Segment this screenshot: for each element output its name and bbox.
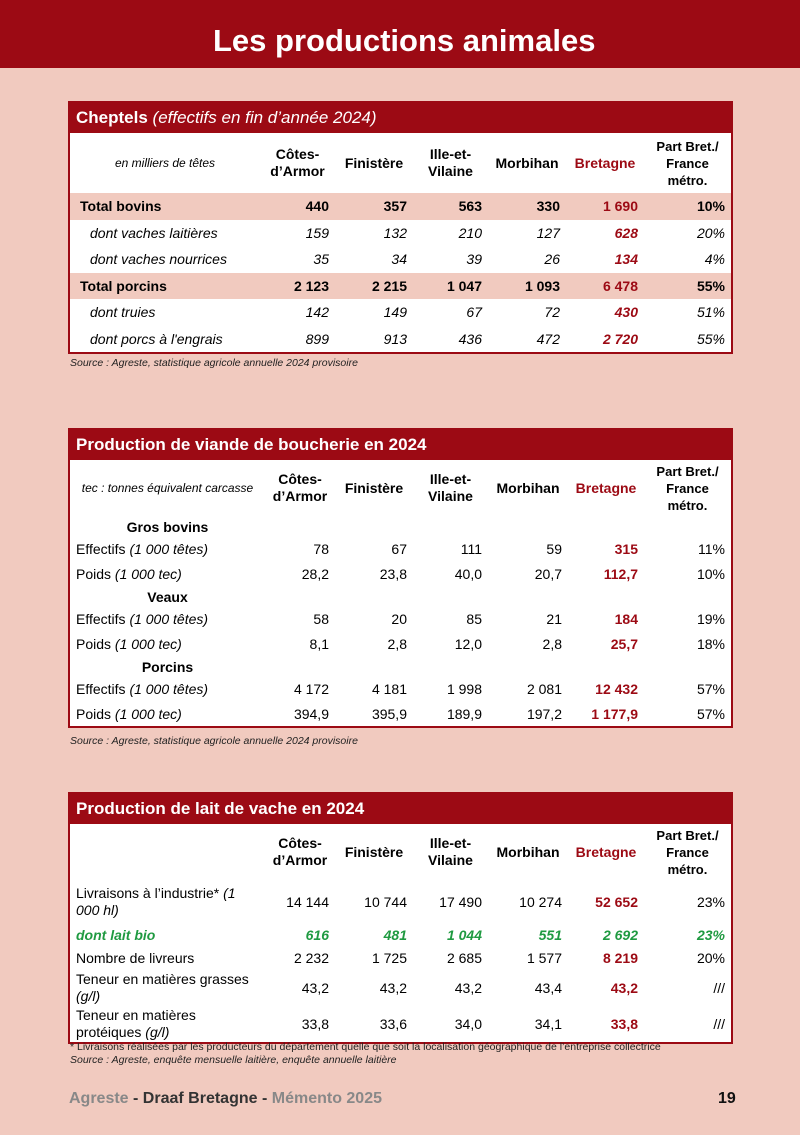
cell-value: 395,9	[371, 705, 407, 722]
row-label-text: Poids	[76, 565, 112, 582]
cell-value: 2 692	[602, 927, 638, 943]
col-bretagne: Bretagne	[575, 479, 637, 496]
viande-table	[70, 460, 731, 726]
cell-value: 12,0	[454, 635, 482, 652]
row-label-text: Livraisons à l’industrie*	[76, 885, 220, 901]
col-ille: Ille-et- Vilaine	[428, 471, 473, 504]
cell-value: 20	[391, 611, 407, 628]
cell-value: 20,7	[534, 565, 562, 582]
page-banner	[0, 0, 800, 68]
table-row	[70, 220, 731, 247]
row-label-text: Teneur en matières protéiques	[76, 1007, 196, 1040]
empty-cell	[335, 586, 413, 607]
col-morbihan: Morbihan	[495, 154, 559, 171]
row-label	[70, 924, 265, 946]
cell-value: 67	[391, 541, 407, 558]
row-label-unit: (g/l)	[145, 1024, 170, 1040]
table-row	[70, 326, 731, 353]
table-row	[70, 607, 731, 632]
cell-value: 18%	[696, 635, 725, 652]
col-cotes: Côtes- d’Armor	[272, 835, 328, 868]
cell-value: 2 232	[293, 950, 329, 966]
cell-value: 28,2	[301, 565, 329, 582]
col-part: Part Bret./ France métro.	[656, 463, 719, 513]
group-label: Porcins	[141, 658, 194, 675]
cell-value: 111	[460, 541, 482, 558]
footer-memento: Mémento 2025	[271, 1090, 382, 1107]
cell-value: 1 044	[446, 927, 482, 943]
cell-value: 472	[536, 330, 560, 347]
table-row	[70, 537, 731, 562]
group-label: Gros bovins	[126, 518, 209, 535]
cell-value: 67	[466, 304, 482, 321]
cell-value: 14 144	[286, 894, 329, 910]
cell-value: 1 047	[446, 277, 482, 294]
empty-cell	[644, 656, 731, 677]
table-row	[70, 970, 731, 1006]
cell-value: 59	[546, 541, 562, 558]
table-row	[70, 1006, 731, 1042]
cell-value: 2,8	[387, 635, 407, 652]
cell-value: 2 720	[602, 330, 638, 347]
cell-value: 149	[383, 304, 407, 321]
viande-source: Source : Agreste, statistique agricole annuelle 2024 provisoire	[70, 735, 358, 747]
group-row	[70, 516, 731, 537]
row-label	[70, 1006, 265, 1042]
cell-value: 210	[458, 224, 482, 241]
lait-note: * Livraisons réalisées par les producteurs du département quelle que soit la localisation géographique de l’entreprise collectrice	[70, 1041, 661, 1053]
lait-source: Source : Agreste, enquête mensuelle laitière, enquête annuelle laitière	[70, 1054, 397, 1066]
cell-value: 20%	[696, 950, 725, 966]
table-row	[70, 193, 731, 220]
cell-value: 1 998	[446, 681, 482, 698]
cell-value: 11%	[698, 541, 725, 558]
table-row	[70, 946, 731, 970]
row-label-text: Poids	[76, 635, 112, 652]
cell-value: 197,2	[526, 705, 562, 722]
cell-value: 132	[383, 224, 407, 241]
row-label-text: Teneur en matières grasses	[76, 971, 249, 987]
page-number: 19	[718, 1090, 736, 1107]
cell-value: 21	[546, 611, 562, 628]
empty-cell	[413, 656, 488, 677]
cell-value: 315	[614, 541, 638, 558]
cell-value: 12 432	[595, 681, 638, 698]
cell-value: 57%	[696, 681, 725, 698]
cell-value: 112,7	[603, 565, 638, 582]
cell-value: 23%	[696, 927, 725, 943]
cheptels-source: Source : Agreste, statistique agricole annuelle 2024 provisoire	[70, 357, 358, 369]
cell-value: 23%	[696, 894, 725, 910]
cell-value: 23,8	[379, 565, 407, 582]
lait-title: Production de lait de vache en 2024	[70, 794, 731, 824]
cell-value: 8 219	[602, 950, 638, 966]
table-row	[70, 924, 731, 946]
empty-cell	[413, 586, 488, 607]
cell-value: 2 123	[293, 277, 329, 294]
cell-value: 33,6	[379, 1016, 407, 1032]
table-header	[70, 824, 731, 880]
row-label-unit: (1 000 tec)	[114, 705, 182, 722]
table-row	[70, 273, 731, 300]
col-finistere: Finistère	[344, 479, 404, 496]
cheptels-title: Cheptels (effectifs en fin d’année 2024)	[70, 103, 731, 133]
cell-value: 26	[544, 251, 560, 268]
col-part: Part Bret./ France métro.	[656, 827, 719, 877]
cell-value: 10 274	[519, 894, 562, 910]
empty-cell	[488, 586, 568, 607]
row-label-unit: (1 000 tec)	[114, 565, 182, 582]
cell-value: 1 177,9	[591, 705, 638, 722]
cell-value: 2,8	[542, 635, 562, 652]
row-label-text: dont lait bio	[76, 926, 156, 943]
unit-label: tec : tonnes équivalent carcasse	[81, 480, 254, 495]
col-ille: Ille-et- Vilaine	[428, 835, 473, 868]
cell-value: 4 181	[371, 681, 407, 698]
page-title: Les productions animales	[213, 23, 596, 58]
empty-cell	[335, 516, 413, 537]
col-part: Part Bret./ France métro.	[656, 138, 719, 188]
row-label	[70, 702, 265, 727]
cell-value: ///	[713, 980, 725, 996]
cell-value: 2 215	[371, 277, 407, 294]
empty-cell	[644, 586, 731, 607]
row-label-text: Poids	[76, 705, 112, 722]
row-label	[70, 946, 265, 970]
row-label: Total porcins	[80, 277, 167, 294]
table-row	[70, 632, 731, 657]
cell-value: 1 093	[524, 277, 560, 294]
footer-agreste: Agreste	[69, 1090, 129, 1107]
cell-value: 394,9	[293, 705, 329, 722]
cell-value: 440	[305, 198, 329, 215]
cell-value: 39	[466, 251, 482, 268]
cell-value: 55%	[696, 330, 725, 347]
row-label	[70, 607, 265, 632]
lait-table	[70, 824, 731, 1042]
cell-value: 189,9	[446, 705, 482, 722]
cell-value: 436	[458, 330, 482, 347]
cell-value: 481	[383, 927, 407, 943]
viande-title: Production de viande de boucherie en 2024	[70, 430, 731, 460]
empty-cell	[265, 516, 335, 537]
cell-value: 40,0	[454, 565, 482, 582]
row-label	[70, 970, 265, 1006]
cell-value: 43,2	[379, 980, 407, 996]
cell-value: 142	[305, 304, 329, 321]
row-label: Total bovins	[80, 198, 162, 215]
cell-value: 2 685	[446, 950, 482, 966]
cell-value: 43,2	[301, 980, 329, 996]
cell-value: 55%	[696, 277, 725, 294]
cheptels-table	[70, 133, 731, 352]
cell-value: 72	[544, 304, 560, 321]
group-row	[70, 656, 731, 677]
cell-value: 2 081	[526, 681, 562, 698]
table-header	[70, 460, 731, 516]
cell-value: 33,8	[301, 1016, 329, 1032]
table-row	[70, 880, 731, 924]
cell-value: 34,1	[534, 1016, 562, 1032]
cell-value: 85	[466, 611, 482, 628]
footer-draaf: - Draaf Bretagne -	[133, 1090, 268, 1107]
cell-value: 58	[313, 611, 329, 628]
cell-value: 57%	[696, 705, 725, 722]
empty-cell	[413, 516, 488, 537]
group-row	[70, 586, 731, 607]
col-finistere: Finistère	[344, 843, 404, 860]
cell-value: 34	[391, 251, 407, 268]
cell-value: 1 725	[371, 950, 407, 966]
cell-value: 33,8	[610, 1016, 638, 1032]
group-label: Veaux	[147, 588, 188, 605]
col-ille: Ille-et- Vilaine	[428, 146, 473, 179]
table-row	[70, 702, 731, 727]
row-label	[70, 537, 265, 562]
cell-value: 551	[538, 927, 562, 943]
table-row	[70, 677, 731, 702]
row-label	[70, 677, 265, 702]
cell-value: 913	[383, 330, 407, 347]
table-header	[70, 133, 731, 193]
cell-value: ///	[713, 1016, 725, 1032]
cell-value: 563	[458, 198, 482, 215]
row-label-unit: (1 000 têtes)	[129, 541, 209, 558]
row-label: dont truies	[90, 304, 156, 321]
cell-value: 35	[313, 251, 329, 268]
empty-cell	[568, 656, 644, 677]
cell-value: 78	[313, 541, 329, 558]
cell-value: 4 172	[293, 681, 329, 698]
empty-cell	[568, 586, 644, 607]
unit-label: en milliers de têtes	[114, 155, 216, 170]
row-label-unit: (g/l)	[76, 988, 101, 1004]
table-row	[70, 562, 731, 587]
col-cotes: Côtes- d’Armor	[270, 146, 325, 179]
cell-value: 127	[536, 224, 560, 241]
col-morbihan: Morbihan	[496, 843, 560, 860]
cell-value: 616	[305, 927, 329, 943]
cell-value: 430	[614, 304, 638, 321]
footer	[69, 1090, 382, 1108]
cell-value: 10%	[696, 565, 725, 582]
empty-cell	[644, 516, 731, 537]
cell-value: 10%	[696, 198, 725, 215]
cell-value: 17 490	[439, 894, 482, 910]
row-label-unit: (1 000 têtes)	[129, 681, 209, 698]
cell-value: 25,7	[610, 635, 638, 652]
empty-cell	[488, 656, 568, 677]
row-label-unit: (1 000 hl)	[76, 885, 236, 918]
cell-value: 8,1	[309, 635, 329, 652]
col-morbihan: Morbihan	[496, 479, 560, 496]
cell-value: 357	[383, 198, 407, 215]
row-label-unit: (1 000 tec)	[114, 635, 182, 652]
row-label	[70, 562, 265, 587]
cell-value: 628	[614, 224, 638, 241]
cell-value: 184	[614, 611, 638, 628]
cell-value: 4%	[704, 251, 725, 268]
empty-cell	[568, 516, 644, 537]
cell-value: 43,4	[534, 980, 562, 996]
cell-value: 34,0	[454, 1016, 482, 1032]
row-label	[70, 880, 265, 924]
cell-value: 899	[305, 330, 329, 347]
row-label-text: Nombre de livreurs	[76, 949, 195, 966]
table-row	[70, 299, 731, 326]
empty-cell	[265, 586, 335, 607]
cheptels-box	[68, 101, 733, 354]
cell-value: 159	[305, 224, 329, 241]
row-label: dont vaches nourrices	[90, 251, 227, 268]
cell-value: 19%	[696, 611, 725, 628]
cell-value: 20%	[696, 224, 725, 241]
empty-cell	[265, 656, 335, 677]
cell-value: 10 744	[364, 894, 407, 910]
cell-value: 6 478	[602, 277, 638, 294]
cell-value: 51%	[696, 304, 725, 321]
row-label-text: Effectifs	[76, 611, 126, 628]
row-label	[70, 632, 265, 657]
col-cotes: Côtes- d’Armor	[272, 471, 328, 504]
row-label-text: Effectifs	[76, 681, 126, 698]
cell-value: 134	[614, 251, 638, 268]
cell-value: 52 652	[595, 894, 638, 910]
row-label-text: Effectifs	[76, 541, 126, 558]
table-row	[70, 246, 731, 273]
cell-value: 330	[536, 198, 560, 215]
cell-value: 1 577	[526, 950, 562, 966]
empty-cell	[488, 516, 568, 537]
viande-box	[68, 428, 733, 728]
row-label-unit: (1 000 têtes)	[129, 611, 209, 628]
cell-value: 43,2	[454, 980, 482, 996]
col-bretagne: Bretagne	[575, 843, 637, 860]
row-label: dont vaches laitières	[90, 224, 218, 241]
col-bretagne: Bretagne	[574, 154, 636, 171]
cell-value: 1 690	[602, 198, 638, 215]
cell-value: 43,2	[610, 980, 638, 996]
col-finistere: Finistère	[344, 154, 404, 171]
empty-cell	[335, 656, 413, 677]
lait-box	[68, 792, 733, 1044]
row-label: dont porcs à l'engrais	[90, 330, 223, 347]
